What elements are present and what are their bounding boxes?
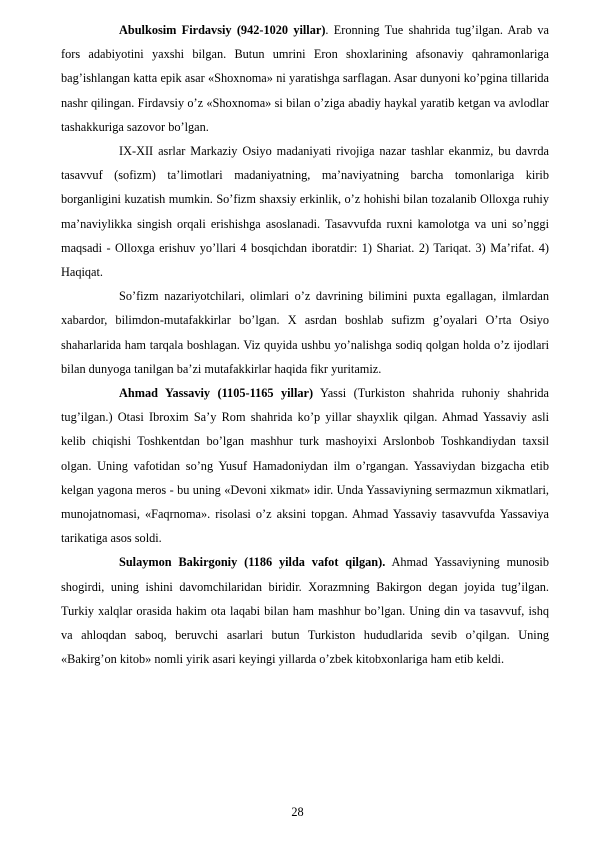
body-text: [61, 18, 549, 671]
paragraph-text: So’fizm nazariyotchilari, olimlari o’z davrining bilimini puxta egallagan, ilmlardan xabardor, bilimdon-mutafakkirlar bo’lgan. X asrdan boshlab sufizm g’oyalari O’rta Osiyo shaharlarida ham tarqala boshlagan. Viz quyida ushbu yo’nalishga sodiq qolgan holda o’z ijodlari bilan dunyoga tanilgan ba’zi mutafakkirlar haqida fikr yuritamiz.: [61, 289, 549, 376]
paragraph-text: Ahmad Yassaviyning munosib shogirdi, uning ishini davomchilaridan biridir. Xorazmning Bakirgon degan joyida tug’ilgan. Turkiy xalqlar orasida hakim ota laqabi bilan ham mashhur bo’lgan. Uning din va tasavvuf, ishq va ahloqdan saboq, beruvchi asarlari butun Turkiston hududlarida sevib o’qilgan. Uning «Bakirg’on kitob» nomli yirik asari keyingi yillarda o’zbek kitobxonlariga ham etib keldi.: [61, 555, 549, 667]
page-number: 28: [291, 805, 304, 819]
paragraph-yassaviy: [61, 381, 549, 550]
paragraph-text: IX-XII asrlar Markaziy Osiyo madaniyati rivojiga nazar tashlar ekanmiz, bu davrda tasavvuf (sofizm) ta’limotlari madaniyatning, ma’naviyatning barcha tomonlariga kirib borganligini kuzatish mumkin. So’fizm shaxsiy erkinlik, o’z hohishi bilan tozalanib Olloxga ruhiy ma’naviylikka singish orqali erishishga asoslanadi. Tasavvufda ruxni kamolotga va uni so’nggi maqsadi - Olloxga erishuv yo’llari 4 bosqichdan iboratdir: 1) Shariat. 2) Tariqat. 3) Ma’rifat. 4) Haqiqat.: [61, 144, 549, 280]
paragraph-sofizm: [61, 284, 549, 381]
paragraph-text: . Eronning Tue shahrida tug’ilgan. Arab va fors adabiyotini yaxshi bilgan. Butun umrini Eron shoxlarining afsonaviy qahramonlariga bag’ishlangan katta epik asar «Shoxnoma» ni yaratishga sarflagan. Asar dunyoni ko’pgina tillarida nashr qilingan. Firdavsiy o’z «Shoxnoma» si bilan o’ziga abadiy haykal yaratib ketgan va avlodlar tashakkuriga sazovor bo’lgan.: [61, 23, 549, 134]
paragraph-bakirgoniy: [61, 550, 549, 671]
paragraph-text: Yassi (Turkiston shahrida ruhoniy shahrida tug’ilgan.) Otasi Ibroxim Sa’y Rom shahrida ko’p yillar shayxlik qilgan. Ahmad Yassaviy asli kelib chiqishi Toshkentdan bo’lgan mashhur turk mashoyixi Arslonbob Toshkandiydan taxsil olgan. Uning vafotidan so’ng Yusuf Hamadoniydan ilm o’rgangan. Yassaviydan bizgacha etib kelgan yagona meros - bu uning «Devoni xikmat» idir. Unda Yassaviyning sermazmun xikmatlari, munojatnomasi, «Faqrnoma». risolasi o’z aksini topgan. Ahmad Yassaviy tasavvufda Yassaviya tarikatiga asos soldi.: [61, 386, 549, 546]
paragraph-firdavsiy: [61, 18, 549, 139]
paragraph-lead: Ahmad Yassaviy (1105-1165 yillar): [119, 386, 314, 401]
paragraph-lead: Sulaymon Bakirgoniy (1186 yilda vafot qilgan).: [119, 555, 386, 570]
paragraph-tasavvuf: [61, 139, 549, 284]
paragraph-lead: Abulkosim Firdavsiy (942-1020 yillar): [119, 23, 326, 37]
